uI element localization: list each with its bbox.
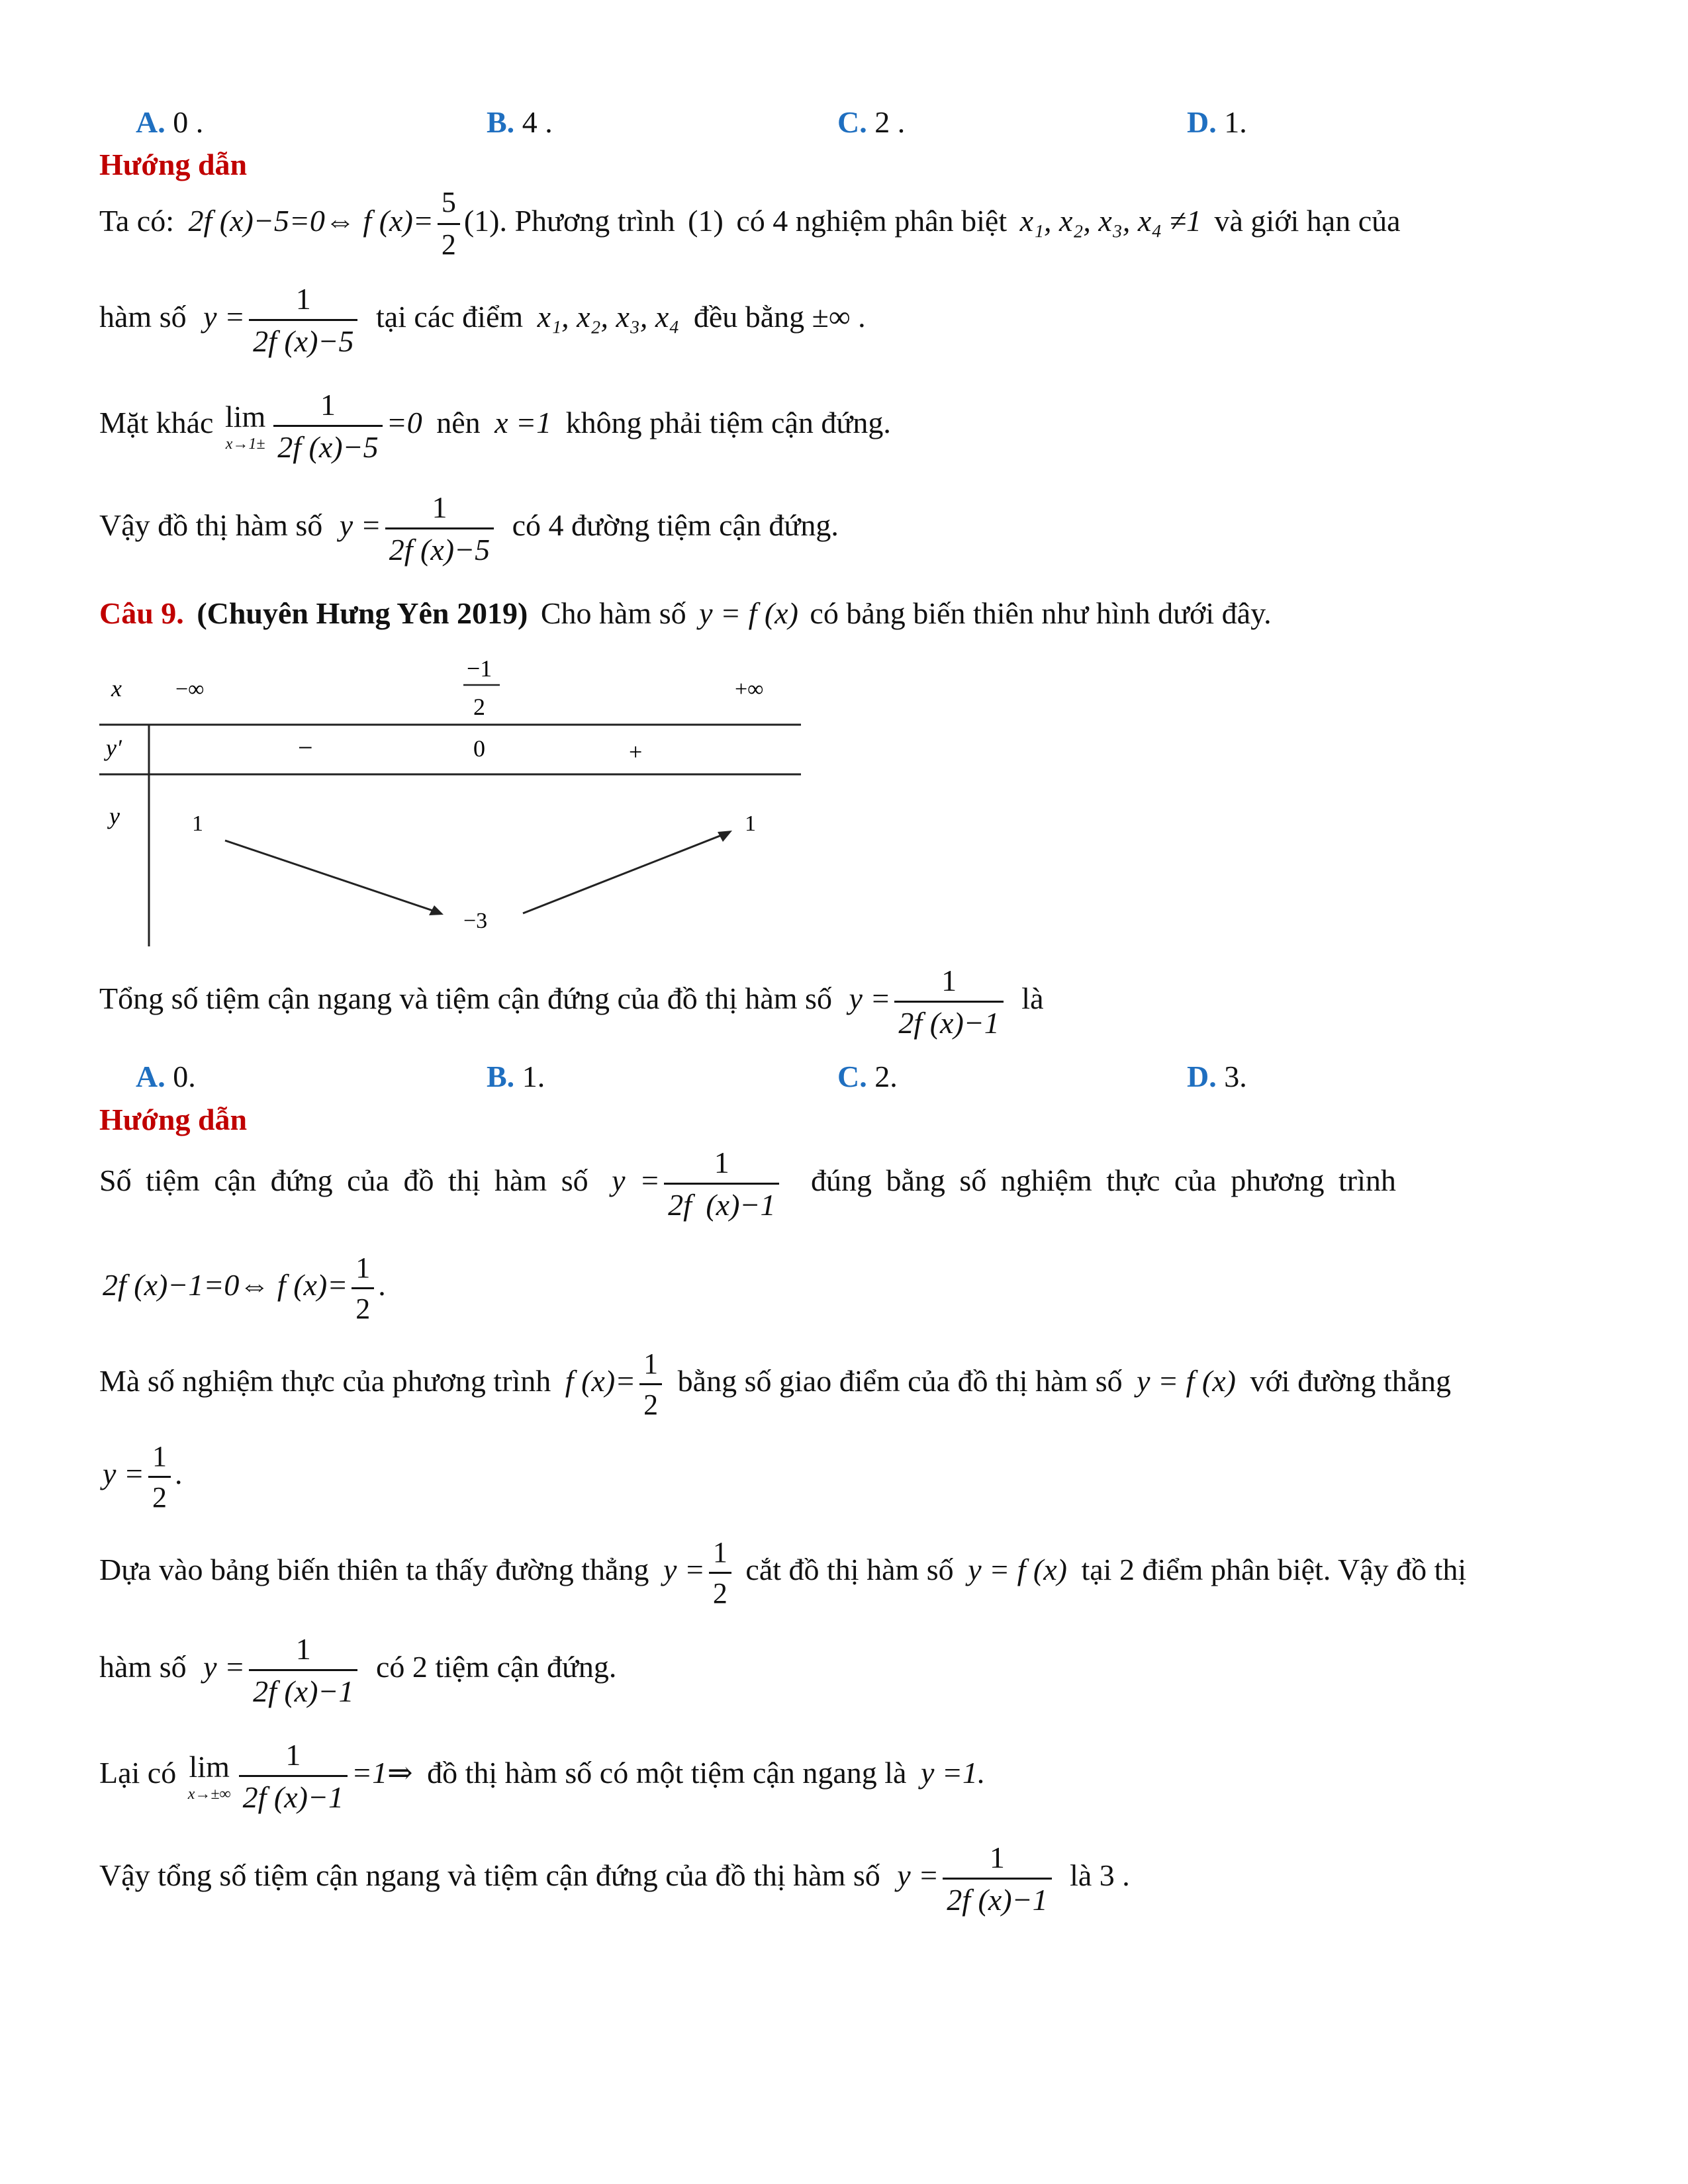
sol2-para-5: Dựa vào bảng biến thiên ta thấy đường thẳng y = $\frac{1}{2}$ cắt đồ thị hàm số y = f (x) tại 2 điểm phân biệt. Vậy đồ thị (99, 1536, 1467, 1610)
sol2-para-4: y = $\frac{1}{2}$ . (103, 1440, 183, 1514)
sign-zero: 0 (473, 735, 485, 762)
guide-heading-2: Hướng dẫn (99, 1103, 248, 1136)
sol2-para-7: Lại có lim x→±∞ $\frac{1}{2f (x)-1}$ =1⇒ đồ thị hàm số có một tiệm cận ngang là y =1. (99, 1738, 986, 1814)
yprime-label: y′ (106, 735, 122, 761)
option-b: B. 4 . (487, 105, 553, 139)
sol1-line-3: Mặt khác lim x→1± $\frac{1}{2f (x)-5}$ =0 nên x =1 không phải tiệm cận đứng. (99, 388, 891, 464)
y-end: 1 (745, 811, 756, 836)
sol2-para-3: Mà số nghiệm thực của phương trình f (x)= $\frac{1}{2}$ bằng số giao điểm của đồ thị hàm số y = f (x) với đường thẳng (99, 1347, 1452, 1421)
q9-option-d: D. 3. (1187, 1060, 1247, 1093)
sol2-para-1: Số tiệm cận đứng của đồ thị hàm số y = $\frac{1}{2f (x)-1}$ đúng bằng số nghiệm thực của phương trình (99, 1146, 1396, 1222)
arrow-up (523, 834, 725, 913)
y-min: −3 (463, 909, 488, 933)
sol1-line-2: hàm số y = $\frac{1}{2f (x)-5}$ tại các điểm x₁, x₂, x₃, x₄ đều bằng ±∞ . (99, 282, 866, 358)
option-d: D. 1. (1187, 105, 1247, 139)
guide-heading-1: Hướng dẫn (99, 148, 248, 181)
sign-minus: − (298, 733, 313, 762)
question-9-prompt: Tổng số tiệm cận ngang và tiệm cận đứng của đồ thị hàm số y = $\frac{1}{2f (x)-1}$ là (99, 964, 1044, 1040)
variation-table (93, 649, 808, 960)
sol2-para-6: hàm số y = $\frac{1}{2f (x)-1}$ có 2 tiệm cận đứng. (99, 1632, 617, 1708)
option-a: A. 0 . (136, 105, 204, 139)
sign-plus: + (629, 739, 643, 765)
sol2-para-2: 2f (x)−1=0⇔ f (x)= $\frac{1}{2}$ . (103, 1251, 386, 1325)
x-label: x (111, 675, 122, 702)
q9-option-c: C. 2. (837, 1060, 898, 1093)
q9-option-b: B. 1. (487, 1060, 545, 1093)
sol1-line-1: Ta có: 2f (x)−5=0⇔ f (x)= $\frac{5}{2}$ (1). Phương trình (1) có 4 nghiệm phân biệt x₁, x₂, x₃, x₄ ≠1 và giới hạn của (99, 185, 1401, 263)
sol1-line-4: Vậy đồ thị hàm số y = $\frac{1}{2f (x)-5}$ có 4 đường tiệm cận đứng. (99, 490, 839, 567)
y-label: y (109, 803, 120, 829)
q9-option-a: A. 0. (136, 1060, 196, 1093)
neg-inf: −∞ (175, 677, 205, 702)
pos-inf: +∞ (735, 677, 764, 702)
crit-num: −1 (467, 655, 492, 682)
question-9-header: Câu 9. (Chuyên Hưng Yên 2019) Cho hàm số y = f (x) có bảng biến thiên như hình dưới đây. (99, 596, 1272, 630)
y-start: 1 (192, 811, 203, 836)
arrow-down (225, 841, 437, 912)
option-c: C. 2 . (837, 105, 906, 139)
crit-den: 2 (473, 694, 485, 720)
sol2-para-8: Vậy tổng số tiệm cận ngang và tiệm cận đứng của đồ thị hàm số y = $\frac{1}{2f (x)-1}$ là 3 . (99, 1841, 1130, 1917)
